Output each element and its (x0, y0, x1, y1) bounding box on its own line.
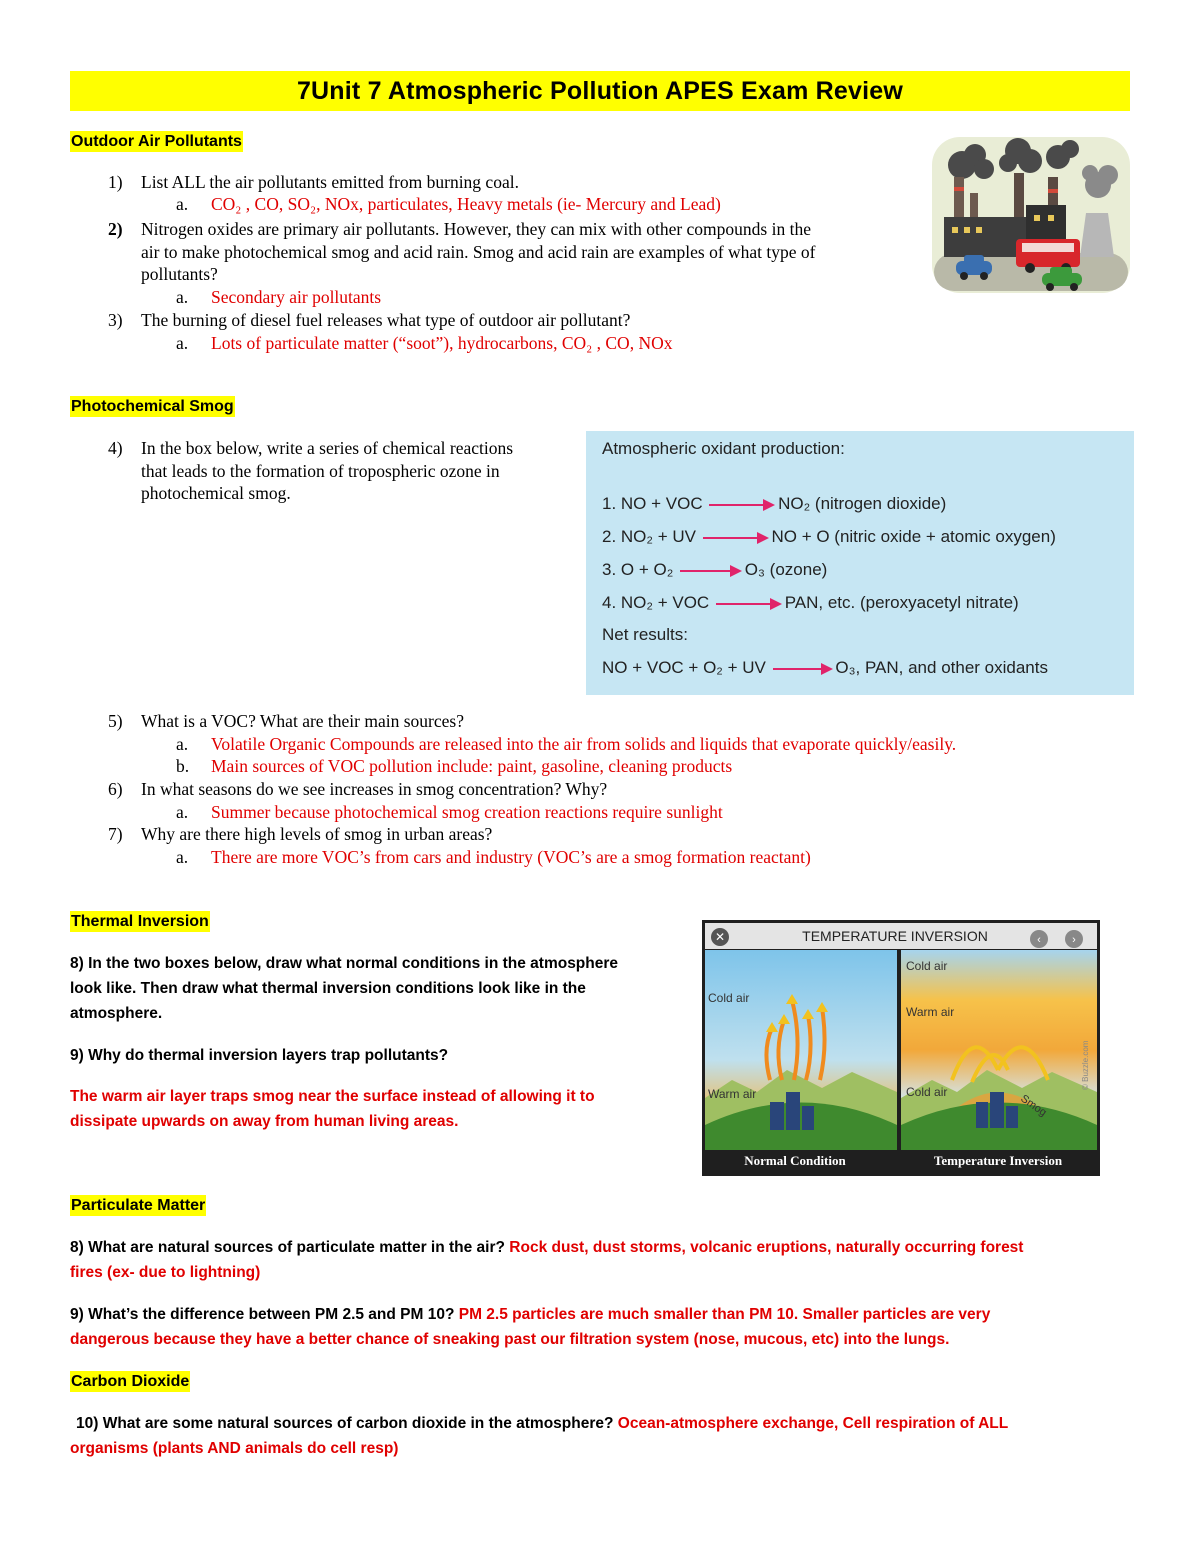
page-title: 7Unit 7 Atmospheric Pollution APES Exam Review (296, 76, 904, 105)
reaction-arrow (709, 504, 771, 506)
pm-q8-line1 (70, 1235, 1023, 1260)
co2-q10-line1 (76, 1411, 1008, 1436)
q1-number: 1) (108, 172, 123, 192)
net-reaction-right: O₃, PAN, and other oxidants (835, 658, 1048, 677)
q1-text: List ALL the air pollutants emitted from burning coal. (141, 172, 519, 192)
net-reaction (602, 658, 1048, 678)
q3-answer-label: a. (176, 333, 189, 353)
thermal-q9: 9) Why do thermal inversion layers trap pollutants? (70, 1047, 449, 1064)
q6-text: In what seasons do we see increases in smog concentration? Why? (141, 779, 608, 799)
left-cold-air-label: Cold air (708, 991, 750, 1005)
section-heading-pm: Particulate Matter (71, 1197, 206, 1214)
co2-q10-answer-part1: Ocean-atmosphere exchange, Cell respiration of ALL (617, 1415, 1009, 1432)
q7-answer-label: a. (176, 847, 189, 867)
net-results-label: Net results: (602, 625, 688, 644)
q2-answer: Secondary air pollutants (211, 287, 382, 307)
q5-answer-b-label: b. (176, 756, 190, 776)
q6-number: 6) (108, 779, 123, 799)
air-pollution-illustration (930, 135, 1132, 295)
q1-answer-label: a. (176, 194, 189, 214)
q5-answer-a-label: a. (176, 734, 189, 754)
thermal-q8-line2: look like. Then draw what thermal inversion conditions look like in the (70, 980, 586, 997)
q4-line3: photochemical smog. (141, 483, 291, 503)
pm-q9-question: 9) What’s the difference between PM 2.5 and PM 10? (70, 1306, 455, 1323)
reaction-3 (602, 560, 827, 580)
right-cold-air-top-label: Cold air (906, 959, 948, 973)
q2-text-line2: air to make photochemical smog and acid rain. Smog and acid rain are examples of what type of (141, 242, 816, 262)
reaction-4-left: 4. NO₂ + VOC (602, 593, 710, 612)
q5-answer-b: Main sources of VOC pollution include: paint, gasoline, cleaning products (211, 756, 733, 776)
svg-text:‹: ‹ (1037, 934, 1041, 946)
left-warm-air-label: Warm air (708, 1087, 757, 1101)
q4-line1: In the box below, write a series of chemical reactions (141, 438, 514, 458)
section-heading-outdoor: Outdoor Air Pollutants (71, 133, 242, 150)
reaction-4-right: PAN, etc. (peroxyacetyl nitrate) (784, 593, 1019, 612)
q3-number: 3) (108, 310, 123, 330)
thermal-answer-line1: The warm air layer traps smog near the surface instead of allowing it to (70, 1088, 595, 1105)
oxidant-reactions-box (586, 431, 1134, 695)
q7-answer: There are more VOC’s from cars and industry (VOC’s are a smog formation reactant) (211, 847, 811, 867)
q2-number: 2) (108, 219, 123, 239)
q3-answer: Lots of particulate matter (“soot”), hydrocarbons, CO₂ , CO, NOx (211, 333, 673, 353)
reaction-arrow (716, 603, 778, 605)
pm-q9-answer-part1: PM 2.5 particles are much smaller than PM 10. Smaller particles are very (458, 1306, 991, 1323)
left-caption: Normal Condition (744, 1153, 846, 1168)
q4-line2: that leads to the formation of tropospheric ozone in (141, 461, 500, 481)
reaction-arrow (680, 570, 738, 572)
figure-watermark: © Buzzle.com (1081, 1040, 1090, 1090)
q5-number: 5) (108, 711, 123, 731)
q6-answer: Summer because photochemical smog creation reactions require sunlight (211, 802, 723, 822)
figure-title: TEMPERATURE INVERSION (802, 928, 988, 944)
q5-text: What is a VOC? What are their main sources? (141, 711, 464, 731)
pm-q9-answer-part2: dangerous because they have a better chance of sneaking past our filtration system (nose, mucous, etc) into the lungs. (70, 1331, 950, 1348)
q4-number: 4) (108, 438, 123, 458)
q2-text-line3: pollutants? (141, 264, 218, 284)
q3-text: The burning of diesel fuel releases what type of outdoor air pollutant? (141, 310, 631, 330)
co2-q10-answer-part2: organisms (plants AND animals do cell resp) (70, 1440, 399, 1457)
reaction-2-left: 2. NO₂ + UV (602, 527, 696, 546)
reaction-arrow (773, 668, 829, 670)
reaction-2 (602, 527, 1056, 547)
net-reaction-left: NO + VOC + O₂ + UV (602, 658, 766, 677)
q2-answer-label: a. (176, 287, 189, 307)
title-bar (70, 71, 1130, 111)
co2-q10-question: 10) What are some natural sources of carbon dioxide in the atmosphere? (76, 1415, 614, 1432)
q1-answer: CO₂ , CO, SO₂, NOx, particulates, Heavy metals (ie- Mercury and Lead) (211, 194, 721, 214)
reaction-arrow (703, 537, 765, 539)
right-cold-air-bottom-label: Cold air (906, 1085, 948, 1099)
reactions-title: Atmospheric oxidant production: (602, 439, 845, 458)
reaction-1-left: 1. NO + VOC (602, 494, 703, 513)
pm-q8-answer-part1: Rock dust, dust storms, volcanic eruptions, naturally occurring forest (509, 1239, 1024, 1256)
reaction-3-left: 3. O + O₂ (602, 560, 674, 579)
svg-text:✕: ✕ (714, 930, 726, 944)
section-heading-co2: Carbon Dioxide (71, 1373, 190, 1390)
section-heading-smog: Photochemical Smog (71, 398, 234, 415)
pm-q8-question: 8) What are natural sources of particulate matter in the air? (70, 1239, 505, 1256)
section-heading-thermal: Thermal Inversion (71, 913, 209, 930)
pm-q9-line1 (70, 1302, 990, 1327)
reaction-2-right: NO + O (nitric oxide + atomic oxygen) (771, 527, 1056, 546)
right-caption: Temperature Inversion (933, 1153, 1063, 1168)
q2-text-line1: Nitrogen oxides are primary air pollutants. However, they can mix with other compounds in the (141, 219, 811, 239)
q7-text: Why are there high levels of smog in urban areas? (141, 824, 493, 844)
pm-q8-answer-part2: fires (ex- due to lightning) (70, 1264, 261, 1281)
temperature-inversion-figure (702, 920, 1100, 1176)
reaction-1-right: NO₂ (nitrogen dioxide) (778, 494, 947, 513)
thermal-answer-line2: dissipate upwards on away from human living areas. (70, 1113, 459, 1130)
reaction-1 (602, 494, 946, 514)
q7-number: 7) (108, 824, 123, 844)
q5-answer-a: Volatile Organic Compounds are released into the air from solids and liquids that evaporate quickly/easily. (211, 734, 957, 754)
reaction-3-right: O₃ (ozone) (744, 560, 828, 579)
right-warm-air-label: Warm air (906, 1005, 955, 1019)
svg-text:›: › (1072, 934, 1076, 946)
smog-label: Smog (1018, 1092, 1049, 1119)
q6-answer-label: a. (176, 802, 189, 822)
thermal-q8-line1: 8) In the two boxes below, draw what normal conditions in the atmosphere (70, 955, 619, 972)
reaction-4 (602, 593, 1019, 613)
thermal-q8-line3: atmosphere. (70, 1005, 163, 1022)
